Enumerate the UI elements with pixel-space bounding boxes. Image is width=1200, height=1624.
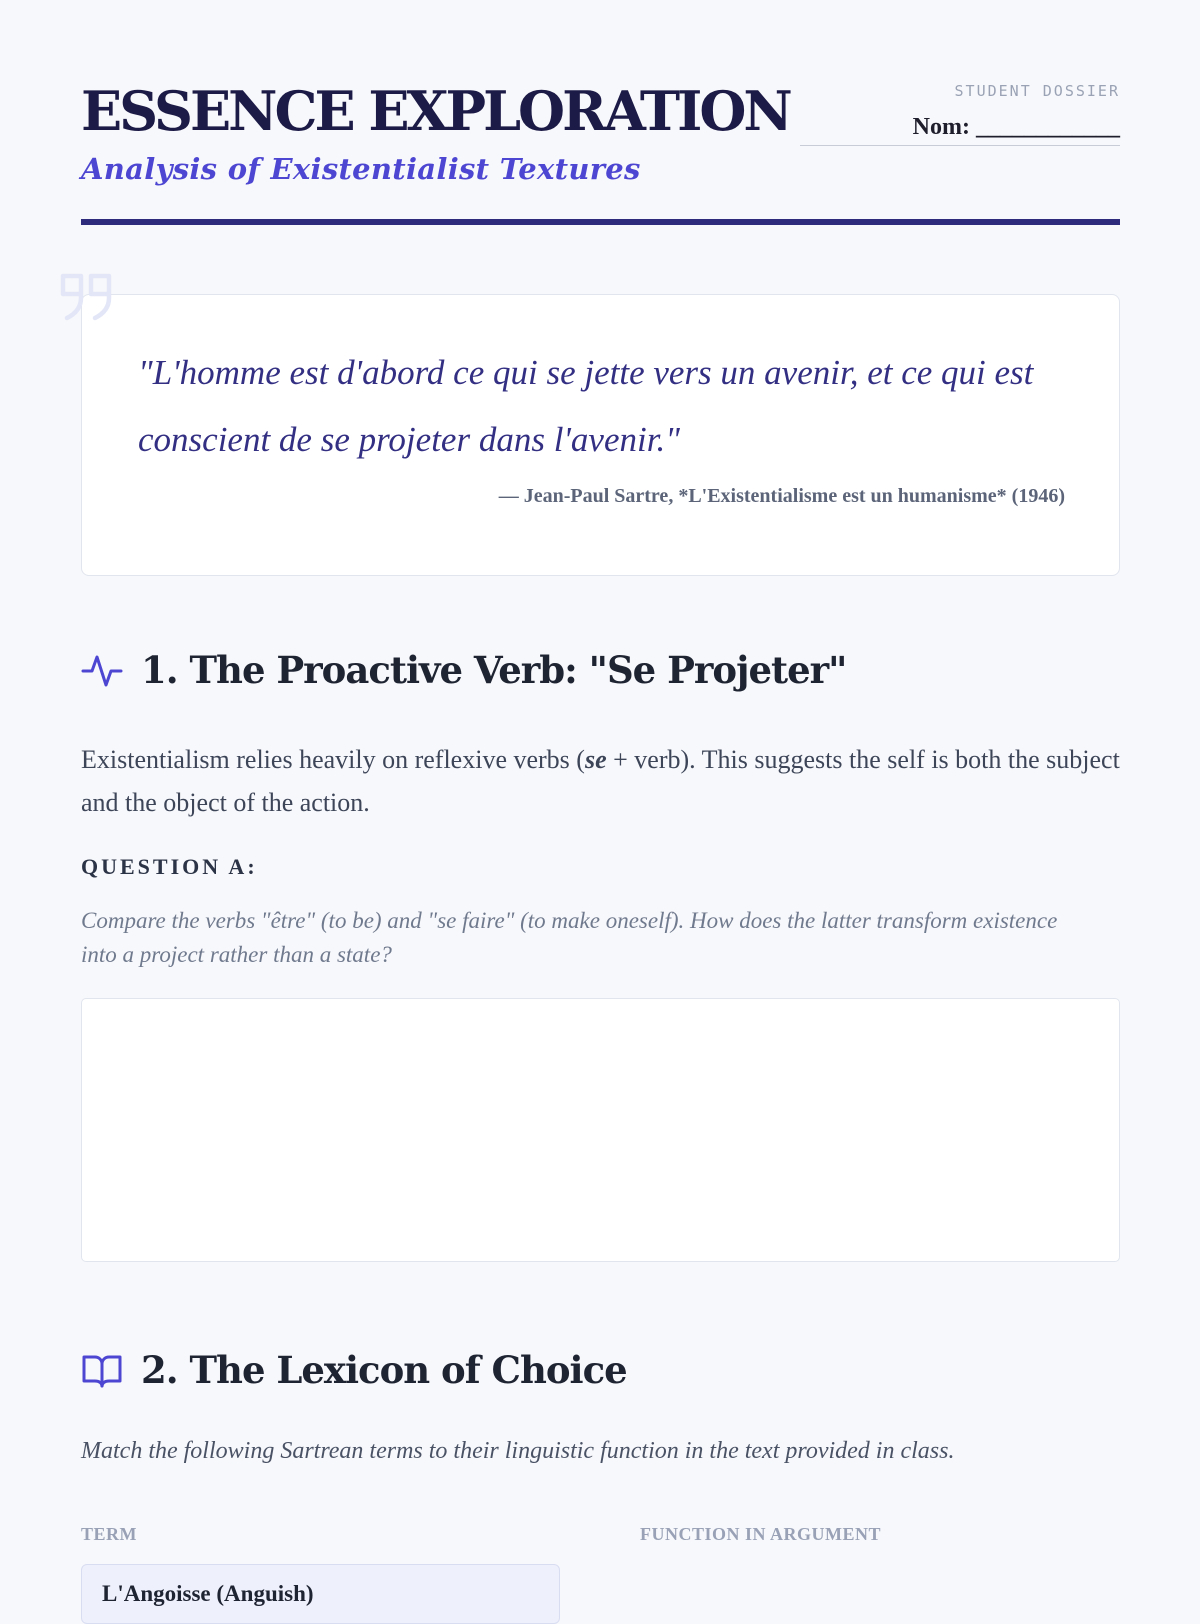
quote-block — [81, 294, 1120, 576]
column-header-term: TERM — [81, 1524, 137, 1544]
body-text-part: + verb). This suggests the self is both the subject and the object of the action. — [81, 745, 1120, 817]
body-emphasis: se — [584, 745, 607, 774]
name-field[interactable] — [800, 114, 1120, 146]
page-title: ESSENCE EXPLORATION — [81, 79, 790, 143]
question-a-text: Compare the verbs "être" (to be) and "se faire" (to make oneself). How does the latter transform existence into a project rather than a state? — [81, 908, 1058, 967]
section-2-heading — [81, 1348, 627, 1392]
quote-citation: — Jean-Paul Sartre, *L'Existentialisme est un humanisme* (1946) — [498, 485, 1065, 507]
page-subtitle: Analysis of Existentialist Textures — [81, 152, 641, 186]
column-header-function: FUNCTION IN ARGUMENT — [640, 1524, 882, 1544]
section-2-instructions: Match the following Sartrean terms to their linguistic function in the text provided in class. — [81, 1438, 955, 1464]
name-blank: ____________ — [976, 114, 1120, 140]
body-text-part: Existentialism relies heavily on reflexive verbs ( — [81, 745, 585, 774]
section-1-body — [81, 738, 1120, 824]
student-dossier — [800, 82, 1120, 146]
activity-pulse-icon — [81, 649, 123, 691]
section-1-title: 1. The Proactive Verb: "Se Projeter" — [141, 648, 847, 692]
term-card[interactable]: L'Angoisse (Anguish) — [81, 1564, 560, 1624]
section-1-heading — [81, 648, 846, 692]
answer-a-box[interactable] — [81, 998, 1120, 1262]
question-a-label: QUESTION A: — [81, 854, 258, 879]
page-header — [81, 0, 1120, 228]
quote-mark-icon — [57, 266, 117, 326]
open-book-icon — [81, 1349, 123, 1391]
dossier-label: STUDENT DOSSIER — [954, 82, 1120, 100]
worksheet-page — [81, 0, 1120, 1606]
quote-card — [81, 294, 1120, 576]
quote-text: "L'homme est d'abord ce qui se jette vers un avenir, et ce qui est conscient de se projeter dans l'avenir." — [138, 353, 1034, 459]
name-label: Nom: — [912, 114, 970, 140]
header-rule — [81, 219, 1120, 225]
section-2-title: 2. The Lexicon of Choice — [141, 1348, 627, 1392]
